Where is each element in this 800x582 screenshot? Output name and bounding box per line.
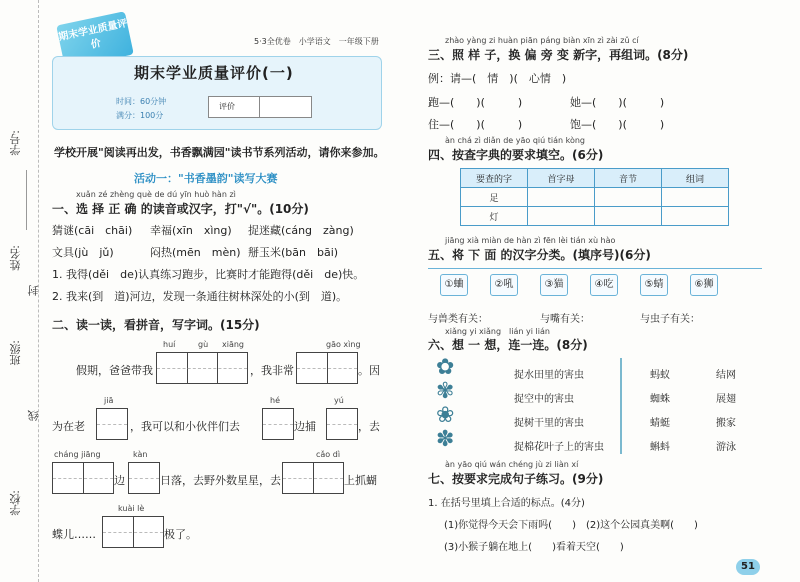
q7-item[interactable]: (1)你觉得今天会下雨吗( ) (2)这个公园真美啊( ): [444, 520, 698, 531]
activity-title: 活动一："书香墨韵"读写大赛: [134, 172, 278, 185]
writing-grid[interactable]: [326, 408, 358, 440]
evaluation-label: 评价: [219, 102, 235, 111]
writing-grid[interactable]: [102, 516, 164, 548]
q7-pinyin: àn yāo qiú wán chéng jù zi liàn xí: [445, 460, 579, 469]
intro-text: 学校开展"阅读再出发，书香飘满园"读书节系列活动，请你来参加。: [54, 146, 385, 159]
q2-pinyin: kuài lè: [118, 504, 145, 513]
q4-pinyin: àn chá zì diǎn de yāo qiú tián kòng: [445, 136, 586, 145]
q1-item[interactable]: 捉迷藏(cáng zàng): [248, 224, 354, 237]
page-title: 期末学业质量评价(一): [134, 64, 294, 82]
q2-pinyin: hé: [270, 396, 280, 405]
q7-item[interactable]: (3)小猴子躺在地上( )看着天空( ): [444, 542, 624, 553]
q5-title: 五、将 下 面 的汉字分类。(填序号)(6分): [428, 248, 651, 262]
q6-left[interactable]: 捉棉花叶子上的害虫: [514, 442, 604, 453]
table-cell: 足: [461, 188, 528, 207]
q1-item[interactable]: 文具(jù jǔ): [52, 246, 114, 259]
q2-text: ，去: [358, 420, 380, 433]
q1-pinyin: xuǎn zé zhèng què de dú yīn huò hàn zì: [76, 190, 236, 199]
exam-badge: 期末学业质量评价: [56, 11, 134, 69]
student-id-label: 学号:: [9, 130, 22, 156]
q2-text: 上抓蝴: [344, 474, 377, 487]
table-header: 组词: [662, 169, 729, 188]
q2-pinyin: huí: [163, 340, 176, 349]
q6-pinyin: xiǎng yi xiǎng lián yi lián: [445, 327, 550, 336]
q6-right[interactable]: 搬家: [716, 418, 736, 429]
line-mark: 线: [27, 410, 40, 421]
q2-title: 二、读一读，看拼音，写字词。(15分): [52, 318, 260, 332]
hanging-rope: [428, 268, 762, 269]
q2-pinyin: gù: [198, 340, 209, 349]
q5-answer[interactable]: 与兽类有关：: [428, 314, 488, 325]
char-card[interactable]: ③猫: [540, 274, 568, 296]
q2-text: ，我非常: [250, 364, 294, 377]
q2-text: 极了。: [164, 528, 197, 541]
q1-item[interactable]: 掰玉米(bān bāi): [248, 246, 339, 259]
writing-grid[interactable]: [52, 462, 114, 494]
writing-grid[interactable]: [156, 352, 248, 384]
q1-title: 一、选 择 正 确 的读音或汉字，打"√"。(10分): [52, 202, 309, 216]
q3-example: 例：请—( 情 )( 心情 ): [428, 72, 567, 85]
q2-text: 假期，爸爸带我: [76, 364, 153, 377]
q6-left[interactable]: 捉树干里的害虫: [514, 418, 584, 429]
q1-sentence[interactable]: 2. 我来(到 道)河边，发现一条通往树林深处的小(到 道)。: [52, 290, 348, 303]
char-card[interactable]: ⑥狮: [690, 274, 718, 296]
q4-title: 四、按查字典的要求填空。(6分): [428, 148, 604, 162]
q6-right[interactable]: 游泳: [716, 442, 736, 453]
q3-item[interactable]: 饱—( )( ): [570, 118, 665, 131]
q2-pinyin: cǎo dì: [316, 450, 341, 459]
char-card[interactable]: ④吃: [590, 274, 618, 296]
q2-pinyin: yú: [334, 396, 344, 405]
id-line: [26, 170, 27, 230]
q5-answer[interactable]: 与嘴有关：: [540, 314, 590, 325]
dictionary-table: [460, 168, 729, 226]
char-card[interactable]: ⑤蜻: [640, 274, 668, 296]
q1-item[interactable]: 猜谜(cāi chāi): [52, 224, 133, 237]
q1-item[interactable]: 闷热(mēn mèn): [150, 246, 241, 259]
writing-grid[interactable]: [96, 408, 128, 440]
q2-text: 日落，去野外数星星，去: [160, 474, 281, 487]
q6-left[interactable]: 捉空中的害虫: [514, 394, 574, 405]
q6-mid[interactable]: 蚂蚁: [650, 370, 670, 381]
q6-title: 六、想 一 想，连一连。(8分): [428, 338, 588, 352]
q5-answer[interactable]: 与虫子有关：: [640, 314, 700, 325]
class-label: 班级:: [9, 340, 22, 366]
name-label: 姓名:: [9, 245, 22, 271]
writing-grid[interactable]: [296, 352, 358, 384]
writing-grid[interactable]: [262, 408, 294, 440]
table-header: 要查的字: [461, 169, 528, 188]
q3-pinyin: zhào yàng zi huàn piān páng biàn xīn zì zài zǔ cí: [445, 36, 639, 45]
char-card[interactable]: ①蛐: [440, 274, 468, 296]
series-label: 5·3全优卷 小学语文 一年级下册: [254, 37, 379, 46]
q2-text: 蝶儿……: [52, 528, 96, 541]
q3-item[interactable]: 跑—( )( ): [428, 96, 523, 109]
q3-title: 三、照 样 子，换 偏 旁 变 新字，再组词。(8分): [428, 48, 689, 62]
q7-title: 七、按要求完成句子练习。(9分): [428, 472, 604, 486]
q6-right[interactable]: 结网: [716, 370, 736, 381]
table-header: 音节: [595, 169, 662, 188]
q2-text: ，我可以和小伙伴们去: [130, 420, 240, 433]
q2-pinyin: cháng jiāng: [54, 450, 101, 459]
writing-grid[interactable]: [282, 462, 344, 494]
q6-mid[interactable]: 蜘蛛: [650, 394, 670, 405]
q1-sentence[interactable]: 1. 我得(děi de)认真练习跑步，比赛时才能跑得(děi de)快。: [52, 268, 365, 281]
score-label: 满分：100分: [116, 111, 164, 120]
table-cell: 灯: [461, 207, 528, 226]
q2-pinyin: xiāng: [222, 340, 245, 349]
q2-pinyin: gāo xìng: [326, 340, 361, 349]
time-label: 时间：60分钟: [116, 97, 167, 106]
q2-text: 为在老: [52, 420, 85, 433]
insect-icons: ✿ ✾ ❀ ✽: [436, 355, 455, 452]
q6-mid[interactable]: 蝌蚪: [650, 442, 670, 453]
table-header: 首字母: [528, 169, 595, 188]
q6-left[interactable]: 捉水田里的害虫: [514, 370, 584, 381]
q2-text: 。因: [358, 364, 380, 377]
char-card[interactable]: ②吼: [490, 274, 518, 296]
q2-pinyin: jiā: [104, 396, 114, 405]
q5-pinyin: jiāng xià miàn de hàn zì fēn lèi tián xù hào: [445, 236, 616, 245]
q3-item[interactable]: 她—( )( ): [570, 96, 665, 109]
school-label: 学校:: [9, 490, 22, 516]
q2-text: 边捕: [294, 420, 316, 433]
q3-item[interactable]: 住—( )( ): [428, 118, 523, 131]
writing-grid[interactable]: [128, 462, 160, 494]
seal-mark: 封: [27, 285, 40, 296]
evaluation-box: [208, 96, 312, 118]
q6-right[interactable]: 展翅: [716, 394, 736, 405]
q6-mid[interactable]: 蜻蜓: [650, 418, 670, 429]
q7-sub: 1. 在括号里填上合适的标点。(4分): [428, 498, 585, 509]
vine-divider: [620, 358, 640, 454]
page-number: 51: [736, 559, 760, 575]
q1-item[interactable]: 幸福(xīn xìng): [150, 224, 232, 237]
q2-text: 边: [114, 474, 125, 487]
q2-pinyin: kàn: [133, 450, 148, 459]
